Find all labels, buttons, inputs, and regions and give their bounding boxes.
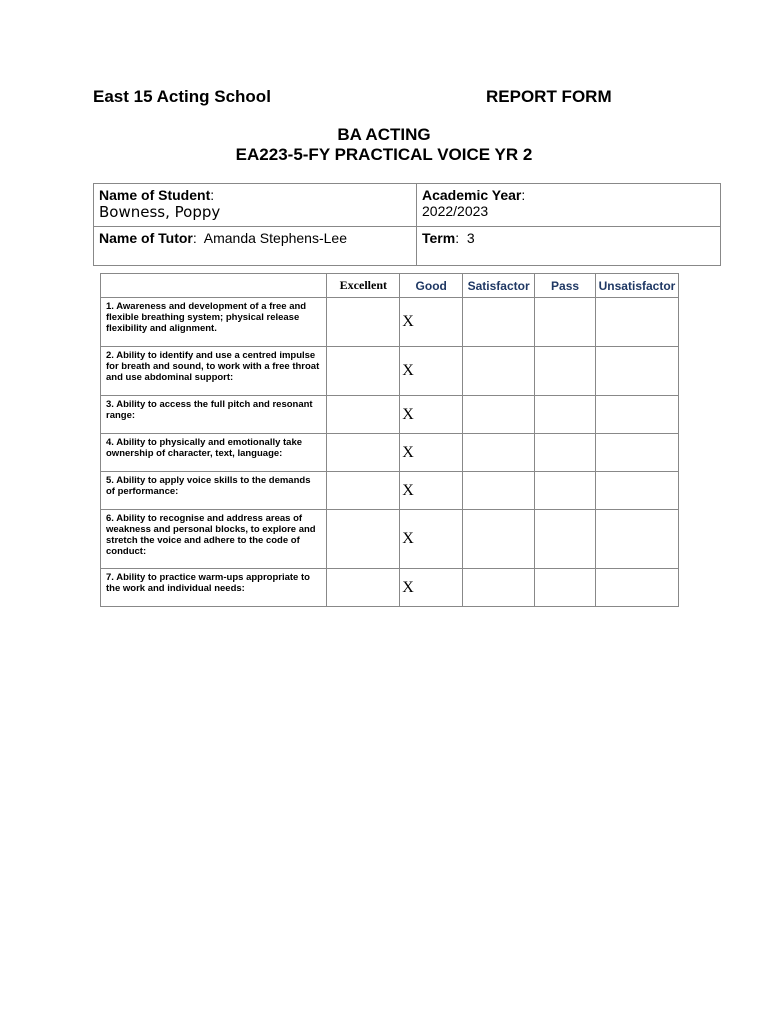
- mark-pass: [535, 298, 596, 347]
- mark-pass: [535, 569, 596, 607]
- mark-pass: [535, 347, 596, 396]
- mark-satisfactory: [463, 396, 535, 434]
- mark-excellent: [327, 347, 400, 396]
- col-header-good: Good: [400, 274, 463, 298]
- academic-year-cell: [417, 184, 721, 227]
- mark-excellent: [327, 472, 400, 510]
- table-row: [101, 347, 679, 396]
- tutor-label: Name of Tutor: [99, 230, 193, 246]
- term-cell: [417, 227, 721, 266]
- col-header-unsatisfactory: Unsatisfactor: [595, 274, 678, 298]
- mark-excellent: [327, 434, 400, 472]
- mark-excellent: [327, 298, 400, 347]
- col-header-excellent: Excellent: [327, 274, 400, 298]
- mark-good: X: [400, 569, 463, 607]
- academic-year-colon: :: [521, 187, 526, 203]
- criterion-text: 1. Awareness and development of a free and flexible breathing system; physical release flexibility and alignment.: [101, 298, 327, 347]
- criterion-text: 5. Ability to apply voice skills to the demands of performance:: [101, 472, 327, 510]
- mark-unsatisfactory: [595, 347, 678, 396]
- table-row: [101, 510, 679, 569]
- mark-pass: [535, 510, 596, 569]
- criteria-header: [101, 274, 327, 298]
- mark-good: X: [400, 396, 463, 434]
- term-label: Term: [422, 230, 456, 246]
- mark-satisfactory: [463, 569, 535, 607]
- grid-header-row: [101, 274, 679, 298]
- mark-satisfactory: [463, 347, 535, 396]
- mark-unsatisfactory: [595, 510, 678, 569]
- student-label: Name of Student: [99, 187, 211, 203]
- mark-satisfactory: [463, 298, 535, 347]
- student-label-colon: :: [210, 187, 215, 203]
- mark-unsatisfactory: [595, 569, 678, 607]
- term-value: 3: [466, 230, 475, 246]
- course-title: BA ACTING: [337, 125, 431, 144]
- student-cell: [94, 184, 417, 227]
- mark-satisfactory: [463, 472, 535, 510]
- tutor-cell: [94, 227, 417, 266]
- tutor-name: Amanda Stephens-Lee: [203, 230, 347, 246]
- assessment-grid: [100, 273, 679, 607]
- mark-excellent: [327, 396, 400, 434]
- mark-good: X: [400, 347, 463, 396]
- criterion-text: 7. Ability to practice warm-ups appropriate to the work and individual needs:: [101, 569, 327, 607]
- mark-pass: [535, 434, 596, 472]
- module-title: EA223-5-FY PRACTICAL VOICE YR 2: [235, 145, 533, 164]
- academic-year-value: 2022/2023: [422, 203, 489, 219]
- criterion-text: 2. Ability to identify and use a centred impulse for breath and sound, to work with a free throat and use abdominal support:: [101, 347, 327, 396]
- mark-good: X: [400, 298, 463, 347]
- criterion-text: 3. Ability to access the full pitch and resonant range:: [101, 396, 327, 434]
- col-header-pass: Pass: [535, 274, 596, 298]
- mark-pass: [535, 396, 596, 434]
- col-header-satisfactory: Satisfactor: [463, 274, 535, 298]
- mark-excellent: [327, 569, 400, 607]
- title-block: [0, 125, 768, 165]
- mark-good: X: [400, 434, 463, 472]
- mark-unsatisfactory: [595, 434, 678, 472]
- table-row: [101, 472, 679, 510]
- criterion-text: 6. Ability to recognise and address areas of weakness and personal blocks, to explore and stretch the voice and adhere to the code of conduct:: [101, 510, 327, 569]
- school-name: East 15 Acting School: [93, 87, 271, 106]
- table-row: [101, 298, 679, 347]
- student-info-table: [93, 183, 721, 266]
- mark-unsatisfactory: [595, 298, 678, 347]
- table-row: [101, 569, 679, 607]
- mark-good: X: [400, 472, 463, 510]
- mark-unsatisfactory: [595, 396, 678, 434]
- student-name: Bowness, Poppy: [99, 203, 221, 221]
- mark-pass: [535, 472, 596, 510]
- table-row: [101, 396, 679, 434]
- mark-excellent: [327, 510, 400, 569]
- table-row: [101, 434, 679, 472]
- term-colon: :: [455, 230, 463, 246]
- form-type: REPORT FORM: [486, 87, 612, 106]
- mark-satisfactory: [463, 434, 535, 472]
- mark-good: X: [400, 510, 463, 569]
- academic-year-label: Academic Year: [422, 187, 522, 203]
- tutor-label-colon: :: [192, 230, 201, 246]
- mark-satisfactory: [463, 510, 535, 569]
- criterion-text: 4. Ability to physically and emotionally take ownership of character, text, language:: [101, 434, 327, 472]
- mark-unsatisfactory: [595, 472, 678, 510]
